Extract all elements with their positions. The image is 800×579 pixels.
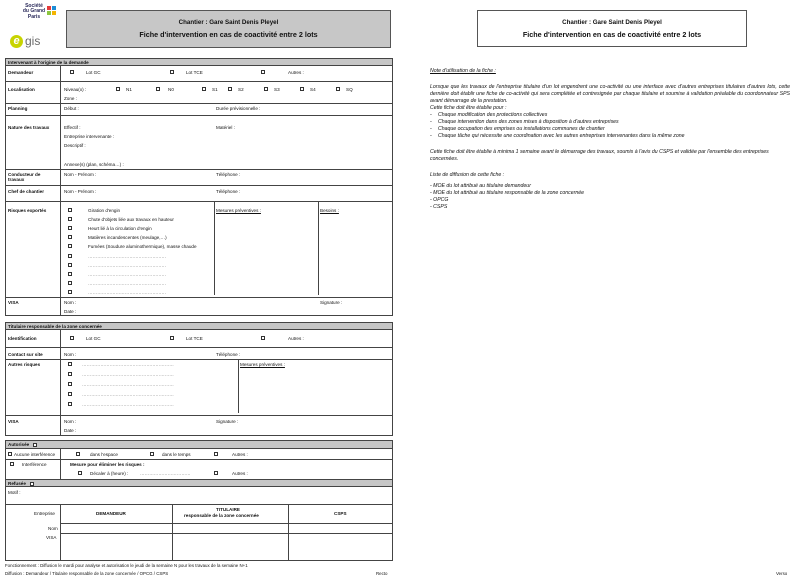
- page-label-recto: Recto: [376, 571, 388, 576]
- checkbox-interference[interactable]: [10, 462, 14, 466]
- checkbox-t-lot-gc[interactable]: [70, 336, 74, 340]
- notes-heading: Note d'utilisation de la fiche :: [430, 68, 496, 74]
- page-label-verso: Verso: [776, 571, 788, 576]
- list-item: - MOE du lot attribué au titulaire responsable de la zone concernée: [430, 190, 584, 197]
- liste-heading: Liste de diffusion de cette fiche :: [430, 172, 505, 179]
- checkbox-aucune-interference[interactable]: [8, 452, 12, 456]
- sgp-logo-mark-icon: [47, 6, 57, 16]
- checkbox-other-risk-3[interactable]: [68, 382, 72, 386]
- notes-paragraph-2: Cette fiche doit être établie à minima 1 semaine avant le démarrage des travaux, soumis à l'avis du CSPS et validée par l'ensemble des entreprises concernées.: [430, 149, 769, 163]
- egis-logo-mark-icon: e: [10, 35, 23, 48]
- checkbox-risk-5[interactable]: [68, 244, 72, 248]
- section-demandeur: Intervenant à l'origine de la demande Demandeur Lot GC Lot TCE Autres : Localisation Niveau(x) : N1 N0 S1 S2 S3 S4 SQ Zone : Planning Début : Durée prévisionnelle : Nature des travaux Effectif : Matériel : Entreprise intervenante : Descriptif : Annexe(s) (plan, schéma…) : Conducteur de travaux Nom - Prénom : Téléphone : Chef de chantier Nom - Prénom : Téléphone : Risques exportés Mesures préventives : Besoins : Giration d'engin Chute d'objets liée aux travaux en hauteur Heurt lié à la circulation d'engin Matières incandescentes (meulage,…) Fumées (Soudure aluminothermique), masse chaude …………………………………………… …………………………………………… …………………………………………… …………………………………………… …………………………………………… VISA Nom : Signature : Date :: [5, 58, 393, 316]
- societe-grand-paris-logo: Société du Grand Paris: [14, 4, 54, 20]
- section-decision: Autorisée Aucune interférence dans l'espace dans le temps Autres : Interférence Mesure pour éliminer les risques : Décaler à (heure) : …………………………… Autres : Refusée Motif : Entreprise DEMANDEUR TITULAIRE responsable de la zone concernée CSPS Nom VISA: [5, 440, 393, 561]
- notes-list: [430, 112, 790, 140]
- title-box-recto: Chantier : Gare Saint Denis Pleyel Fiche d'intervention en cas de coactivité entre 2 lots: [66, 10, 391, 48]
- list-item: - MOE du lot attribué au titulaire demandeur: [430, 183, 531, 190]
- checkbox-refusee[interactable]: [30, 482, 34, 486]
- checkbox-other-risk-1[interactable]: [68, 362, 72, 366]
- checkbox-level-s2[interactable]: [228, 87, 232, 91]
- checkbox-level-n1[interactable]: [116, 87, 120, 91]
- checkbox-autres-interference[interactable]: [214, 471, 218, 475]
- checkbox-risk-7[interactable]: [68, 263, 72, 267]
- checkbox-level-n0[interactable]: [156, 87, 160, 91]
- footer-fonctionnement: Fonctionnement : Diffusion le mardi pour analyse et autorisation le jeudi de la semaine N pour les travaux de la semaine N+1: [5, 563, 248, 568]
- footer-diffusion: Diffusion : Demandeur / Titulaire responsable de la zone concernée / OPCG / CSPS: [5, 571, 169, 576]
- list-item: - CSPS: [430, 204, 448, 211]
- list-item: - Chaque occupation des emprises ou installations communes de chantier: [430, 126, 790, 133]
- title-box-verso: Chantier : Gare Saint Denis Pleyel Fiche d'intervention en cas de coactivité entre 2 lots: [477, 10, 747, 47]
- checkbox-level-s3[interactable]: [264, 87, 268, 91]
- autorisee-band: Autorisée: [6, 441, 392, 449]
- section-band: Intervenant à l'origine de la demande: [6, 59, 392, 66]
- refusee-band: Refusée: [6, 479, 392, 487]
- checkbox-lot-tce[interactable]: [170, 70, 174, 74]
- list-item: - Chaque modification des protections collectives: [430, 112, 790, 119]
- checkbox-t-lot-tce[interactable]: [170, 336, 174, 340]
- checkbox-risk-6[interactable]: [68, 254, 72, 258]
- checkbox-level-sq[interactable]: [336, 87, 340, 91]
- usage-notes: Note d'utilisation de la fiche : Lorsque que les travaux de l'entreprise titulaire d'un lot engendrent une co-activité ou une interface avec d'autres entreprises titulaires d'autres lots, cette dernière doit établir une fiche de co-activité qui sera complétée et contresignée par chaque titulaire et soumise à validation préalable du coordonnateur SPS avant démarrage de la prestation. Cette fiche doit être établie pour : - Chaque modification des protections collectives - Chaque intervention dans des zones mises à disposition à d'autres entreprises - Chaque occupation des emprises ou installations communes de chantier - Chaque tâche qui nécessite une coordination avec les autres entreprises intervenantes dans la même zone Cette fiche doit être établie à minima 1 semaine avant le démarrage des travaux, soumis à l'avis du CSPS et validée par l'ensemble des entreprises concernées. Liste de diffusion de cette fiche : - MOE du lot attribué au titulaire demandeur - MOE du lot attribué au titulaire responsable de la zone concernée - OPCG - CSPS: [430, 68, 790, 211]
- checkbox-risk-3[interactable]: [68, 226, 72, 230]
- checkbox-autres-autorisee[interactable]: [214, 452, 218, 456]
- section-titulaire: Titulaire responsable de la zone concernée Identification Lot GC Lot TCE Autres : Contact sur site Nom : Téléphone : Autres risques Mesures préventives : …………………………………………………… …………………………………………………… …………………………………………………… …………………………………………………… …………………………………………………… VISA Nom : Signature : Date :: [5, 322, 393, 436]
- checkbox-lot-gc[interactable]: [70, 70, 74, 74]
- checkbox-dans-temps[interactable]: [150, 452, 154, 456]
- list-item: - Chaque tâche qui nécessite une coordination avec les autres entreprises intervenantes dans la même zone: [430, 133, 790, 140]
- checkbox-risk-8[interactable]: [68, 272, 72, 276]
- checkbox-other-risk-2[interactable]: [68, 372, 72, 376]
- checkbox-risk-10[interactable]: [68, 290, 72, 294]
- checkbox-risk-4[interactable]: [68, 235, 72, 239]
- checkbox-dans-espace[interactable]: [76, 452, 80, 456]
- egis-logo: e gis: [10, 35, 54, 49]
- notes-paragraph-1: Lorsque que les travaux de l'entreprise titulaire d'un lot engendrent une co-activité ou une interface avec d'autres entreprises titulaires d'autres lots, cette dernière doit établir une fiche de co-activité qui sera complétée et contresignée par chaque titulaire et soumise à validation préalable du coordonnateur SPS avant démarrage de la prestation.: [430, 84, 790, 105]
- checkbox-autres[interactable]: [261, 70, 265, 74]
- list-item: - OPCG: [430, 197, 449, 204]
- checkbox-risk-1[interactable]: [68, 208, 72, 212]
- checkbox-t-autres[interactable]: [261, 336, 265, 340]
- checkbox-other-risk-5[interactable]: [68, 402, 72, 406]
- checkbox-decaler[interactable]: [78, 471, 82, 475]
- checkbox-autorisee[interactable]: [33, 443, 37, 447]
- checkbox-level-s1[interactable]: [202, 87, 206, 91]
- list-item: - Chaque intervention dans des zones mises à disposition à d'autres entreprises: [430, 119, 790, 126]
- checkbox-risk-9[interactable]: [68, 281, 72, 285]
- checkbox-level-s4[interactable]: [300, 87, 304, 91]
- checkbox-other-risk-4[interactable]: [68, 392, 72, 396]
- section-band: Titulaire responsable de la zone concernée: [6, 323, 392, 330]
- checkbox-risk-2[interactable]: [68, 217, 72, 221]
